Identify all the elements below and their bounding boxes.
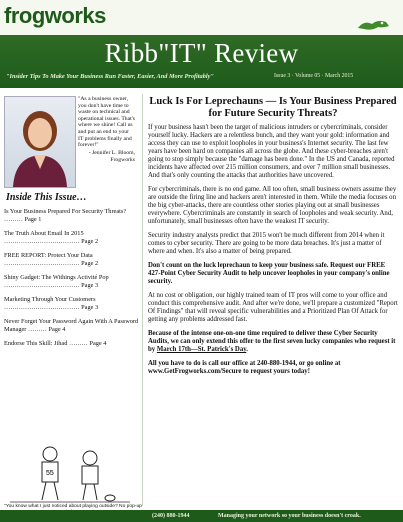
issue-info: Issue 3 · Volume 05 · March 2015 [274,73,354,79]
footer-phone: (240) 880-1944 [152,513,190,519]
masthead [0,0,403,88]
toc-item: Is Your Business Prepared For Security Threats? ……… Page 1 [4,208,127,223]
article-offer: Because of the intense one-on-one time required to deliver these Cyber Security Audits, we can only extend this offer to the first seven lucky companies who request it by March 17th—St. Patrick's Day. [148,330,396,353]
column-divider [142,94,143,506]
quote-attribution: - Jennifer L. Bloom, [88,149,135,156]
toc-item: Marketing Through Your Customers ……………………………… Page 3 [4,296,99,311]
toc-item: The Truth About Email In 2015 ……………………………… Page 2 [4,230,99,245]
frog-icon [356,18,390,32]
newsletter-title: Ribb"IT" Review [104,38,299,68]
article-headline: Luck Is For Leprechauns — Is Your Business Prepared for Future Security Threats? [149,96,397,119]
toc-item: Shiny Gadget: The Withings Activité Pop ……………………………… Page 3 [4,274,109,289]
deadline: March 17th—St. Patrick's Day [156,346,247,353]
article-paragraph: At no cost or obligation, our highly trained team of IT pros will come to your office and conduct this comprehensive audit. And after we're done, we'll prepare a customized "Report Of Findings" that will reveal specific vulnerabilities and a Prioritized Plan Of Attack for getting any problems addressed fast. [148,292,398,323]
cartoon-caption: "You know what I just noticed about playing outside? No pop-up [4,504,142,509]
article-callout: Don't count on the luck leprechaun to keep your business safe. Request our FREE 427-Point Cyber Security Audit to help uncover loopholes in your company's online security. [148,262,390,285]
quote-company: Frogworks [110,157,135,164]
cartoon-illustration [10,440,130,506]
article-paragraph: Security industry analysts predict that 2015 won't be much different from 2014 when it comes to cyber security. There are going to be more data breaches. It's just a matter of where and when. It's also a matter of being prepared. [148,232,385,255]
toc-item: FREE REPORT: Protect Your Data ……………………………… Page 2 [4,252,99,267]
footer [0,510,403,522]
article-cta: All you have to do is call our office at 240-880-1944, or go online at www.GetFrogworks.com/Secure to request yours today! [148,360,341,375]
inside-this-issue-heading: Inside This Issue… [6,192,87,203]
quote-text: "As a business owner, you don't have time to waste on technical and operational issues. That's where we shine! Call us and put an end to your IT problems finally and forever!" [78,96,135,149]
svg-text:55: 55 [46,470,54,477]
article-body [148,124,398,382]
toc-item: Endorse This Skill: Jihad ……… Page 4 [4,340,107,347]
article-paragraph: If your business hasn't been the target of malicious intruders or cybercriminals, consider yourself lucky. Hackers are a relentless bunch, and they want your gold: information and access they can use to exploit loopholes in your business's Internet security. The last few years have been hard on companies all across the globe. And these cyber-breaches aren't going to stop simply because the "damage has been done." In the US and Canada, reported incidents have affected over 215 million consumers, and over 7 million small businesses. And that's only counting the attacks that authorities have uncovered. [148,124,395,179]
tagline: "Insider Tips To Make Your Business Run Faster, Easier, And More Profitably" [6,73,214,80]
article-paragraph: For cybercriminals, there is no end game. All too often, small business owners assume they are outside the firing line and hackers aren't interested in them. While the media focuses on the big cyber-attacks, there are countless other stories playing out at small businesses everywhere. Cybercriminals are constantly in search of loopholes and weak security. And, unfortunately, small businesses often have the weakest IT security. [148,186,397,225]
toc-item: Never Forget Your Password Again With A Password Manager ……… Page 4 [4,318,139,333]
footer-slogan: Managing your network so your business doesn't croak. [218,513,361,519]
logo: frogworks [4,3,106,28]
table-of-contents [4,208,140,354]
author-photo [4,96,76,188]
owner-quote [78,96,135,164]
